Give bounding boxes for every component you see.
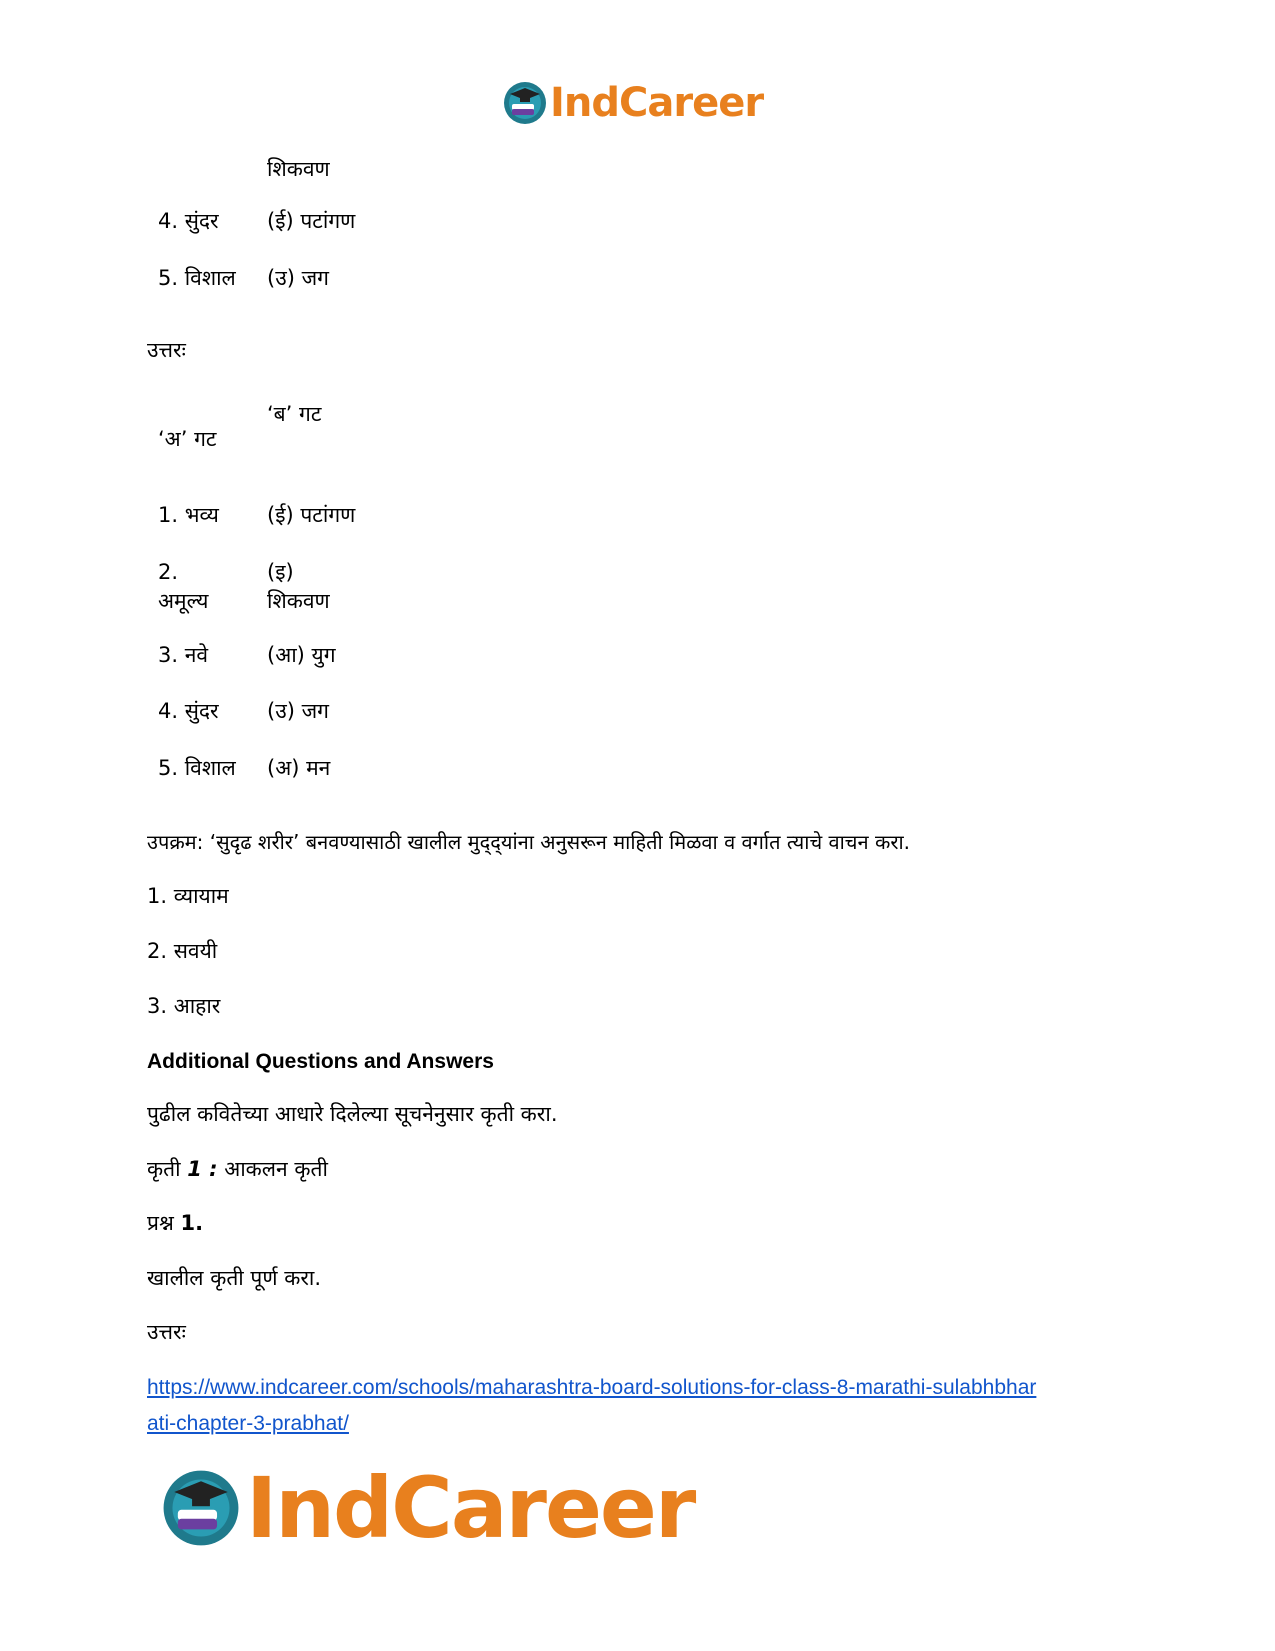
source-link-line2[interactable]: ati-chapter-3-prabhat/ [147,1412,349,1435]
graduation-book-icon [160,1467,242,1549]
kruti-line [147,1155,328,1184]
activity-item-1: 1. व्यायाम [147,884,229,908]
brand-name: IndCareer [550,80,764,126]
source-link-line1[interactable]: https://www.indcareer.com/schools/maharashtra-board-solutions-for-class-8-marathi-sulabhbhar [147,1376,1037,1399]
continued-row0-b: शिकवण [267,157,330,181]
question-number: 1. [180,1211,204,1235]
additional-instruction: पुढील कवितेच्या आधारे दिलेल्या सूचनेनुसार कृती करा. [147,1102,558,1126]
answer-row4-b: (उ) जग [267,699,329,723]
answer-row2-a-line1: 2. [158,560,179,584]
answer-row5-a: 5. विशाल [158,756,236,780]
answer-label: उत्तरः [147,338,186,362]
answer-table-header-b: ‘ब’ गट [267,402,322,426]
question-line [147,1209,203,1238]
answer-row3-a: 3. नवे [158,643,209,667]
continued-row1-b: (ई) पटांगण [267,209,356,233]
kruti-number: 1 : [187,1157,218,1181]
kruti-suffix: आकलन कृती [217,1157,328,1181]
kruti-prefix: कृती [147,1157,188,1181]
answer-table-header-a: ‘अ’ गट [158,427,217,451]
answer-row3-b: (आ) युग [267,643,336,667]
answer-row1-a: 1. भव्य [158,503,219,527]
source-link[interactable] [147,1370,1036,1442]
answer-row5-b: (अ) मन [267,756,331,780]
continued-row1-a: 4. सुंदर [158,209,219,233]
additional-heading: Additional Questions and Answers [147,1050,494,1073]
activity-text: उपक्रम: ‘सुदृढ शरीर’ बनवण्यासाठी खालील मुद्‌द्‌यांना अनुसरून माहिती मिळवा व वर्गात त्याचे वाचन करा. [147,830,911,854]
answer-row4-a: 4. सुंदर [158,699,219,723]
activity-item-2: 2. सवयी [147,939,218,963]
answer-row2-b-line1: (इ) [267,560,294,584]
activity-item-3: 3. आहार [147,994,221,1018]
continued-row2-b: (उ) जग [267,266,329,290]
continued-row2-a: 5. विशाल [158,266,236,290]
graduation-book-icon [502,80,548,126]
additional-answer-label: उत्तरः [147,1320,186,1344]
answer-row2-a-line2: अमूल्य [158,589,209,613]
answer-row2-b-line2: शिकवण [267,589,330,613]
header-logo [502,78,763,128]
task-text: खालील कृती पूर्ण करा. [147,1266,322,1290]
question-prefix: प्रश्न [147,1211,181,1235]
answer-row1-b: (ई) पटांगण [267,503,356,527]
brand-name: IndCareer [246,1459,695,1557]
footer-logo [160,1458,694,1558]
